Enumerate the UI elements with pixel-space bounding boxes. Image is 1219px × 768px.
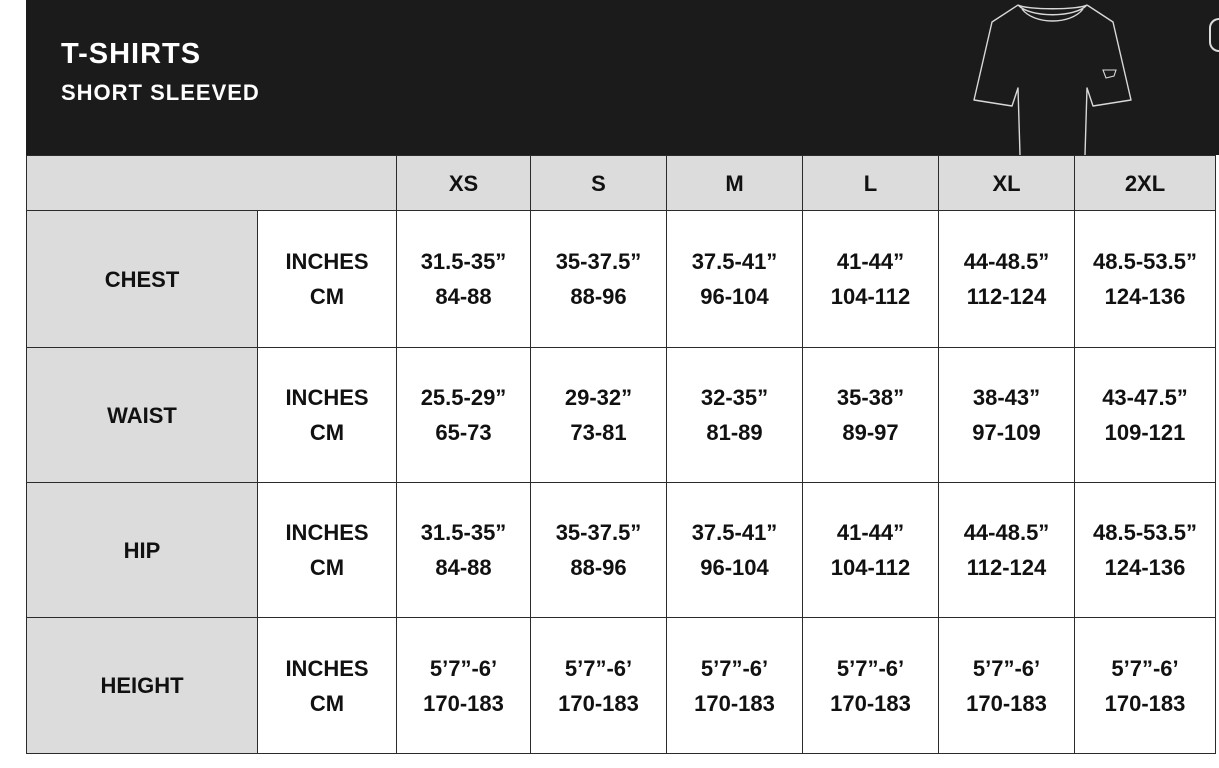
value-inches: 41-44” — [836, 520, 905, 545]
value-cm: 104-112 — [830, 555, 911, 580]
value-cm: 170-183 — [694, 690, 775, 716]
value-cell — [397, 618, 531, 754]
table-row-height — [27, 618, 1216, 754]
value-inches: 5’7”-6’ — [429, 655, 498, 681]
value-cm: 170-183 — [966, 690, 1047, 716]
value-cell — [397, 483, 531, 618]
value-cm: 73-81 — [570, 420, 627, 445]
value-cm: 170-183 — [423, 690, 504, 716]
value-cm: 104-112 — [830, 284, 911, 309]
value-cm: 84-88 — [435, 284, 492, 309]
unit-inches-label: INCHES — [285, 520, 369, 545]
value-cell — [667, 348, 803, 483]
value-cell — [667, 483, 803, 618]
chart-title: T-SHIRTS — [61, 38, 202, 70]
table-row-hip — [27, 483, 1216, 618]
size-header-s: S — [531, 156, 667, 211]
measure-label-height: HEIGHT — [27, 618, 258, 754]
unit-inches-label: INCHES — [285, 655, 369, 681]
unit-cm-label: CM — [309, 420, 345, 445]
value-cm: 124-136 — [1104, 555, 1186, 580]
value-cell — [531, 211, 667, 348]
unit-cell — [258, 483, 397, 618]
value-cell — [939, 618, 1075, 754]
value-inches: 31.5-35” — [420, 249, 507, 274]
table-row-waist — [27, 348, 1216, 483]
size-header-m: M — [667, 156, 803, 211]
unit-cell — [258, 348, 397, 483]
value-cm: 124-136 — [1104, 284, 1186, 309]
unit-inches-label: INCHES — [285, 385, 369, 410]
value-cm: 88-96 — [570, 284, 627, 309]
value-cm: 170-183 — [558, 690, 639, 716]
value-cm: 96-104 — [700, 284, 769, 309]
size-header-2xl: 2XL — [1075, 156, 1216, 211]
edge-partial-icon — [1209, 18, 1219, 52]
value-cell — [1075, 483, 1216, 618]
value-inches: 44-48.5” — [963, 520, 1050, 545]
value-cell — [1075, 618, 1216, 754]
value-cm: 88-96 — [570, 555, 627, 580]
value-inches: 32-35” — [700, 385, 769, 410]
value-cell — [531, 348, 667, 483]
value-cell — [397, 211, 531, 348]
value-cm: 170-183 — [830, 690, 911, 716]
value-cell — [803, 211, 939, 348]
unit-cell — [258, 211, 397, 348]
value-inches: 35-37.5” — [555, 249, 642, 274]
value-cell — [667, 618, 803, 754]
value-cell — [803, 618, 939, 754]
value-cell — [939, 211, 1075, 348]
value-cell — [939, 483, 1075, 618]
value-cm: 112-124 — [966, 284, 1047, 309]
value-inches: 35-38” — [836, 385, 905, 410]
value-cell — [1075, 211, 1216, 348]
unit-cm-label: CM — [309, 690, 345, 716]
corner-cell — [27, 156, 397, 211]
value-cm: 170-183 — [1104, 690, 1186, 716]
value-cell — [939, 348, 1075, 483]
value-inches: 35-37.5” — [555, 520, 642, 545]
value-cm: 84-88 — [435, 555, 492, 580]
value-cm: 109-121 — [1104, 420, 1186, 445]
value-inches: 5’7”-6’ — [1111, 655, 1179, 681]
value-cm: 97-109 — [972, 420, 1041, 445]
value-inches: 29-32” — [564, 385, 633, 410]
value-cm: 81-89 — [706, 420, 763, 445]
value-inches: 5’7”-6’ — [700, 655, 769, 681]
tshirt-outline-icon — [946, 0, 1151, 155]
size-header-xl: XL — [939, 156, 1075, 211]
value-cell — [531, 483, 667, 618]
value-inches: 25.5-29” — [420, 385, 507, 410]
value-cell — [397, 348, 531, 483]
value-cm: 89-97 — [842, 420, 899, 445]
unit-inches-label: INCHES — [285, 249, 369, 274]
unit-cell — [258, 618, 397, 754]
value-cm: 65-73 — [435, 420, 492, 445]
size-header-row — [27, 156, 1216, 211]
table-row-chest — [27, 211, 1216, 348]
size-header-xs: XS — [397, 156, 531, 211]
value-inches: 38-43” — [972, 385, 1041, 410]
chart-subtitle: SHORT SLEEVED — [61, 80, 260, 105]
value-cell — [531, 618, 667, 754]
unit-cm-label: CM — [309, 284, 345, 309]
value-inches: 31.5-35” — [420, 520, 507, 545]
value-inches: 5’7”-6’ — [564, 655, 633, 681]
measure-label-chest: CHEST — [27, 211, 258, 348]
value-inches: 41-44” — [836, 249, 905, 274]
value-inches: 43-47.5” — [1102, 385, 1188, 410]
value-cm: 96-104 — [700, 555, 769, 580]
value-inches: 48.5-53.5” — [1093, 249, 1197, 274]
measure-label-hip: HIP — [27, 483, 258, 618]
value-inches: 37.5-41” — [691, 520, 778, 545]
value-cell — [803, 483, 939, 618]
value-inches: 48.5-53.5” — [1093, 520, 1197, 545]
value-cell — [803, 348, 939, 483]
size-header-l: L — [803, 156, 939, 211]
value-cm: 112-124 — [966, 555, 1047, 580]
value-inches: 5’7”-6’ — [836, 655, 905, 681]
value-inches: 44-48.5” — [963, 249, 1050, 274]
chart-header — [26, 0, 1219, 155]
value-cell — [667, 211, 803, 348]
value-inches: 37.5-41” — [691, 249, 778, 274]
value-inches: 5’7”-6’ — [972, 655, 1041, 681]
size-table — [26, 155, 1216, 754]
measure-label-waist: WAIST — [27, 348, 258, 483]
unit-cm-label: CM — [309, 555, 345, 580]
value-cell — [1075, 348, 1216, 483]
